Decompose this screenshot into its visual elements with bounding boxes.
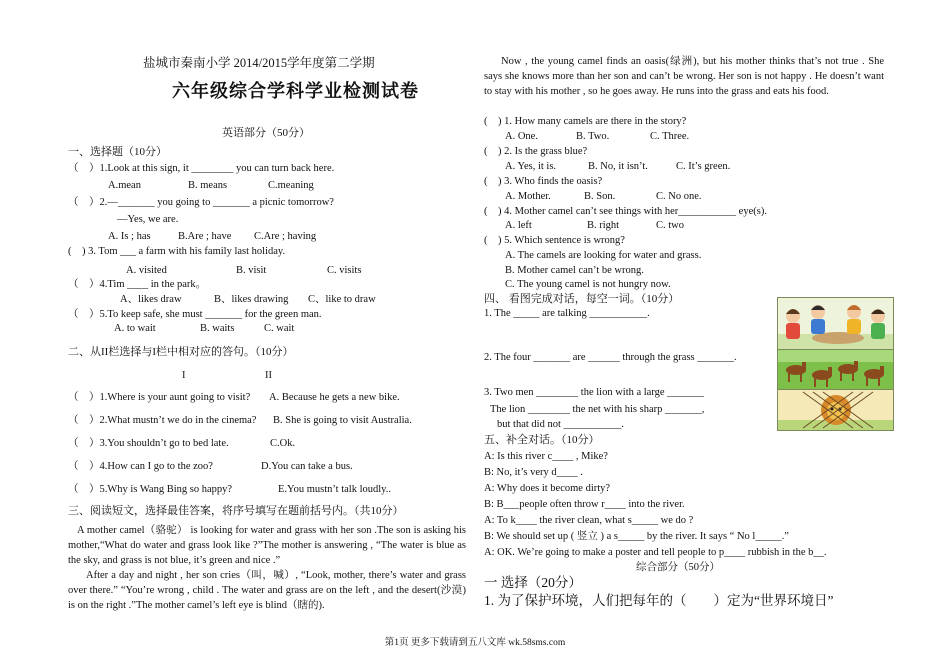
dialog-line-1: A: Is this river c____ , Mike? — [484, 451, 608, 462]
match-question-4: （ ）4.How can I go to the zoo? — [68, 461, 213, 472]
match-answer-a: A. Because he gets a new bike. — [269, 392, 400, 403]
rq5-option-a: A. The camels are looking for water and grass. — [505, 250, 702, 261]
dialog-line-3: A: Why does it become dirty? — [484, 483, 611, 494]
mc-question-2: （ ）2.—_______ you going to _______ a picnic tomorrow? — [68, 197, 334, 208]
picture-dialog-line-5: but that did not ___________. — [497, 419, 624, 430]
mc-q1-option-a: A.mean — [108, 180, 141, 191]
reading-paragraph-3: Now , the young camel finds an oasis(绿洲), but his mother thinks that’s not true . She says she knows more than her son and can’t be wrong. Her son is not happy . He doesn’t want to stay with his mother , so he goes away. He runs into the grass and eats his food. — [484, 56, 884, 97]
column-ii-label: II — [265, 370, 272, 381]
horses-running-picture — [777, 349, 894, 391]
mc-q5-option-a: A. to wait — [114, 323, 156, 334]
section-6-header: 一 选择（20分） — [484, 575, 582, 590]
reading-question-1: ( ) 1. How many camels are there in the story? — [484, 116, 687, 127]
picture-dialog-line-1: 1. The _____ are talking ___________. — [484, 308, 650, 319]
dialog-line-2: B: No, it’s very d____ . — [484, 467, 583, 478]
children-talking-illustration — [778, 298, 893, 350]
section-1-header: 一、选择题（10分） — [68, 146, 167, 158]
mc-q4-option-b: B、likes drawing — [214, 294, 289, 305]
mc-q4-option-c: C、like to draw — [308, 294, 376, 305]
mc-q5-option-c: C. wait — [264, 323, 295, 334]
mc-q1-option-c: C.meaning — [268, 180, 314, 191]
rq4-option-c: C. two — [656, 220, 685, 231]
reading-paragraph-1: A mother camel（骆驼） is looking for water and grass with her son .The son is asking his mother,“What do water and grass look like ?”The mother is answering , “The water is blue as the sky, and grass is not blue, it’s green and nice .” — [68, 525, 466, 566]
section-2-header: 二、从II栏选择与I栏中相对应的答句。（10分） — [68, 346, 294, 358]
school-heading: 盐城市秦南小学 2014/2015学年度第二学期 — [143, 56, 375, 70]
rq2-option-c: C. It’s green. — [676, 161, 731, 172]
rq4-option-a: A. left — [505, 220, 532, 231]
match-answer-b: B. She is going to visit Australia. — [273, 415, 412, 426]
reading-question-2: ( ) 2. Is the grass blue? — [484, 146, 588, 157]
picture-dialog-line-4: The lion ________ the net with his sharp _______, — [490, 404, 705, 415]
mc-q3-option-b: B. visit — [236, 265, 267, 276]
mc-q2-option-c: C.Are ; having — [254, 231, 317, 242]
dialog-line-7: A: OK. We’re going to make a poster and tell people to p____ rubbish in the b__. — [484, 547, 827, 558]
rq2-option-a: A. Yes, it is. — [505, 161, 557, 172]
column-i-label: I — [182, 370, 186, 381]
section-3-header: 三、阅读短文，选择最佳答案，将序号填写在题前括号内。（共10分） — [68, 505, 404, 517]
rq3-option-a: A. Mother. — [505, 191, 551, 202]
reading-question-4: ( ) 4. Mother camel can’t see things with her___________ eye(s). — [484, 206, 767, 217]
section-4-header: 四、 看图完成对话，每空一词。（10分） — [484, 293, 680, 305]
horses-running-illustration — [778, 350, 893, 390]
match-answer-e: E.You mustn’t talk loudly.. — [278, 484, 391, 495]
general-question-1: 1. 为了保护环境，人们把每年的（ ）定为“世界环境日” — [484, 593, 834, 608]
lion-in-net-picture — [777, 389, 894, 431]
mc-q3-option-c: C. visits — [327, 265, 362, 276]
children-talking-picture — [777, 297, 894, 351]
mc-q2-option-b: B.Are ; have — [178, 231, 232, 242]
mc-q3-option-a: A. visited — [126, 265, 167, 276]
dialog-line-5: A: To k____ the river clean, what s_____ we do ? — [484, 515, 694, 526]
rq5-option-c: C. The young camel is not hungry now. — [505, 279, 671, 290]
mc-q2-option-a: A. Is ; has — [108, 231, 151, 242]
match-question-2: （ ）2.What mustn’t we do in the cinema? — [68, 415, 257, 426]
picture-dialog-line-3: 3. Two men ________ the lion with a large _______ — [484, 387, 704, 398]
lion-in-net-illustration — [778, 390, 893, 430]
rq1-option-a: A. One. — [505, 131, 538, 142]
page-footer: 第1页 更多下载请到五八文库 wk.58sms.com — [384, 638, 566, 648]
mc-q5-option-b: B. waits — [200, 323, 235, 334]
reading-question-3: ( ) 3. Who finds the oasis? — [484, 176, 603, 187]
rq1-option-c: C. Three. — [650, 131, 690, 142]
reading-paragraph-2: After a day and night , her son cries（叫，喊）, “Look, mother, there’s water and grass over there.” “You’re wrong , child . The water and grass are on the left , and the desert(沙漠) is on the right .”The mother camel’s left eye is blind（瞎的). — [68, 570, 466, 611]
picture-dialog-line-2: 2. The four _______ are ______ through the grass _______. — [484, 352, 737, 363]
mc-question-5: （ ）5.To keep safe, she must _______ for the green man. — [68, 309, 322, 320]
match-question-5: （ ）5.Why is Wang Bing so happy? — [68, 484, 233, 495]
mc-q4-option-a: A、likes draw — [120, 294, 182, 305]
match-answer-c: C.Ok. — [270, 438, 296, 449]
exam-title: 六年级综合学科学业检测试卷 — [172, 81, 419, 101]
dialog-line-6: B: We should set up ( 竖立 ) a s_____ by the river. It says “ No l_____.” — [484, 531, 789, 542]
mc-q1-option-b: B. means — [188, 180, 228, 191]
match-question-1: （ ）1.Where is your aunt going to visit? — [68, 392, 251, 403]
dialog-line-4: B: B___people often throw r____ into the river. — [484, 499, 685, 510]
general-part-heading: 综合部分（50分） — [636, 562, 720, 573]
rq1-option-b: B. Two. — [576, 131, 610, 142]
mc-question-1: （ ）1.Look at this sign, it ________ you can turn back here. — [68, 163, 335, 174]
mc-question-4: （ ）4.Tim ____ in the park。 — [68, 279, 207, 290]
match-answer-d: D.You can take a bus. — [261, 461, 353, 472]
rq3-option-b: B. Son. — [584, 191, 616, 202]
match-question-3: （ ）3.You shouldn’t go to bed late. — [68, 438, 229, 449]
rq5-option-b: B. Mother camel can’t be wrong. — [505, 265, 644, 276]
section-5-header: 五、补全对话。（10分） — [484, 434, 600, 446]
reading-question-5: ( ) 5. Which sentence is wrong? — [484, 235, 625, 246]
mc-q2-reply: —Yes, we are. — [117, 214, 179, 225]
english-part-heading: 英语部分（50分） — [222, 127, 310, 139]
mc-question-3: ( ) 3. Tom ___ a farm with his family last holiday. — [68, 246, 286, 257]
rq2-option-b: B. No, it isn’t. — [588, 161, 648, 172]
rq4-option-b: B. right — [587, 220, 620, 231]
rq3-option-c: C. No one. — [656, 191, 702, 202]
